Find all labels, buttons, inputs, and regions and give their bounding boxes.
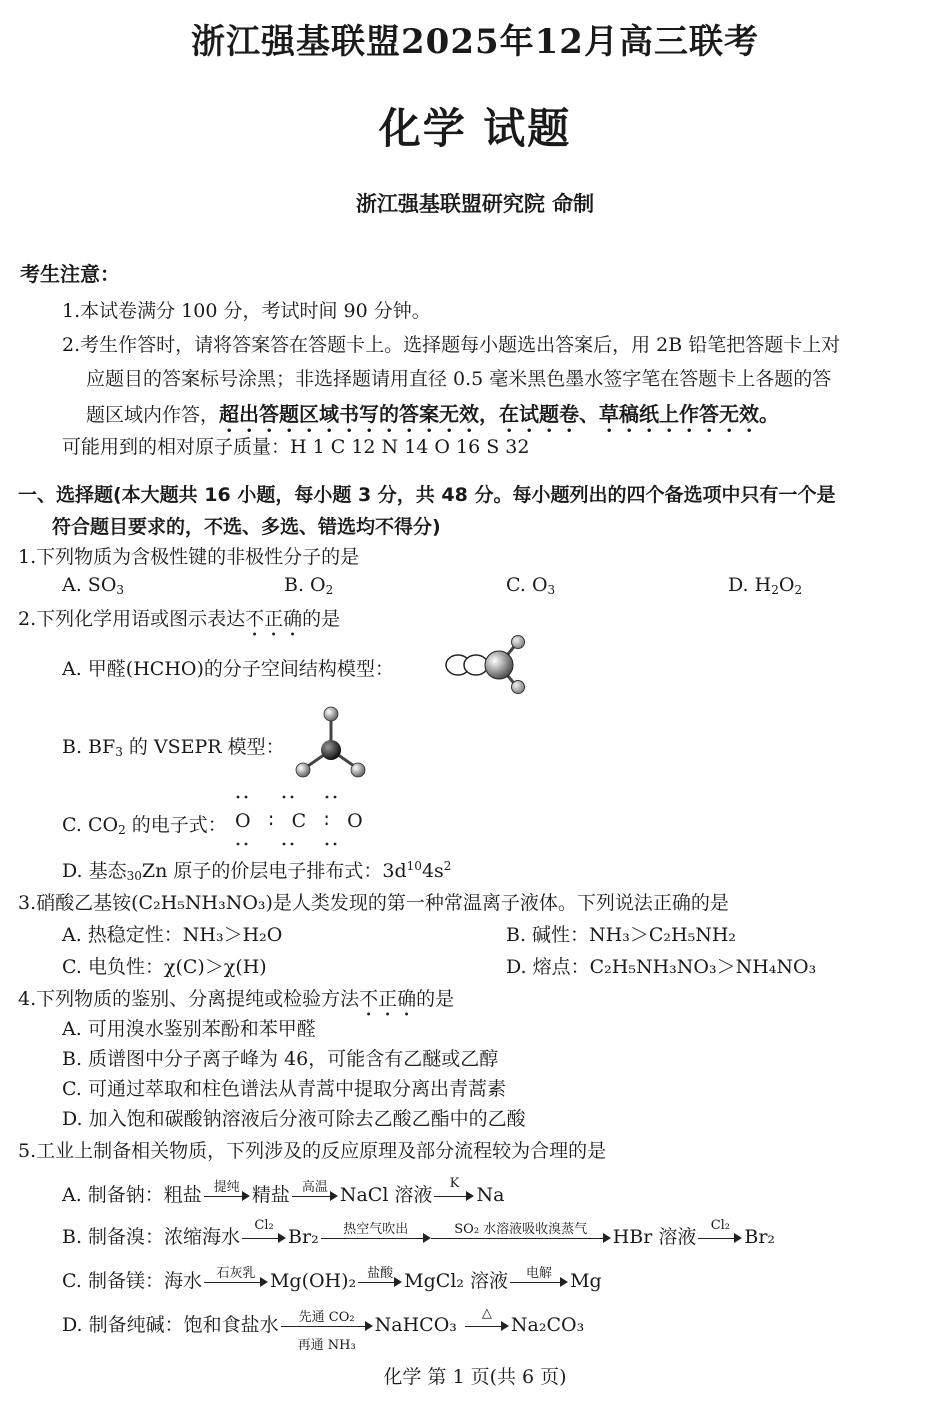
q2-option-b: B. $BF_3$ 的 VSEPR 模型：: [62, 736, 285, 759]
q1-stem: 1.下列物质为含极性键的非极性分子的是: [18, 546, 360, 568]
atomic-mass-line: 可能用到的相对原子质量：H 1 C 12 N 14 O 16 S 32: [62, 436, 530, 458]
q2-option-c: C. $CO_2$ 的电子式：: [62, 814, 227, 837]
arrow-icon: 盐酸: [358, 1272, 402, 1292]
arrow-icon: SO₂ 水溶液吸收溴蒸气: [431, 1228, 611, 1248]
section-1-line-2: 符合题目要求的，不选、多选、错选均不得分): [52, 516, 441, 538]
bf3-vsepr-model-icon: [288, 704, 372, 784]
arrow-icon: 石灰乳: [204, 1272, 268, 1292]
formaldehyde-model-icon: [440, 634, 532, 694]
notice-item-1: 1.本试卷满分 100 分，考试时间 90 分钟。: [62, 300, 431, 322]
q2-stem: 2.下列化学用语或图示表达不正确的是: [18, 608, 341, 630]
q5-option-b: B. 制备溴：浓缩海水 Cl₂ Br₂ 热空气吹出 SO₂ 水溶液吸收溴蒸气 HBr 溶液 Cl₂ Br₂: [62, 1218, 776, 1248]
subject-title: 化学 试题: [378, 104, 572, 153]
q5-stem: 5.工业上制备相关物质，下列涉及的反应原理及部分流程较为合理的是: [18, 1140, 607, 1162]
arrow-icon: K: [434, 1186, 474, 1206]
q1-option-b: B. $O_2$: [284, 574, 334, 597]
arrow-icon: 热空气吹出: [321, 1228, 431, 1248]
arrow-icon: 提纯: [204, 1186, 250, 1206]
q5-option-a: A. 制备钠：粗盐 提纯 精盐 高温 NaCl 溶液 K Na: [62, 1176, 505, 1206]
q3-option-d: D. 熔点：C₂H₅NH₃NO₃＞NH₄NO₃: [506, 956, 817, 978]
q4-option-d: D. 加入饱和碳酸钠溶液后分液可除去乙酸乙酯中的乙酸: [62, 1108, 526, 1130]
exam-title: 浙江强基联盟2025年12月高三联考: [191, 22, 759, 62]
notice-item-2-line-2: 应题目的答案标号涂黑；非选择题请用直径 0.5 毫米黑色墨水签字笔在答题卡上各题的答: [86, 368, 832, 390]
arrow-icon: 高温: [292, 1186, 338, 1206]
issuer: 浙江强基联盟研究院 命制: [355, 192, 595, 216]
arrow-icon: 电解: [510, 1272, 568, 1292]
notice-item-2-line-3-prefix: 题区域内作答，: [86, 404, 220, 426]
page-footer: 化学 第 1 页(共 6 页): [383, 1366, 567, 1388]
q3-stem: 3.硝酸乙基铵(C₂H₅NH₃NO₃)是人类发现的第一种常温离子液体。下列说法正确的是: [18, 892, 729, 914]
q4-option-b: B. 质谱图中分子离子峰为 46，可能含有乙醚或乙醇: [62, 1048, 499, 1070]
q5-option-d: D. 制备纯碱：饱和食盐水 先通 CO₂ 再通 NH₃ NaHCO₃ △ Na₂CO₃: [62, 1306, 585, 1353]
notice-emphasis: 超出答题区域书写的答案无效，在试题卷、草稿纸上作答无效。: [219, 402, 780, 426]
q2-option-d: D. 基态$_{30}$Zn 原子的价层电子排布式：$3d^{10}4s^2$: [62, 859, 452, 883]
co2-formula: O ∶ C ∶ O: [235, 810, 369, 832]
q5-option-c: C. 制备镁：海水 石灰乳 Mg(OH)₂ 盐酸 MgCl₂ 溶液 电解 Mg: [62, 1266, 602, 1292]
q4-stem: 4.下列物质的鉴别、分离提纯或检验方法不正确的是: [18, 988, 455, 1010]
notice-item-2-line-1: 2.考生作答时，请将答案答在答题卡上。选择题每小题选出答案后，用 2B 铅笔把答题卡上对: [62, 334, 841, 356]
q3-option-a: A. 热稳定性：NH₃＞H₂O: [62, 924, 283, 946]
q4-emphasis: 不正确: [359, 988, 417, 1010]
q2-emphasis: 不正确: [245, 608, 303, 630]
q1-option-c: C. $O_3$: [506, 574, 556, 597]
q1-option-d: D. $H_2O_2$: [728, 574, 803, 597]
section-1-line-1: 一、选择题(本大题共 16 小题，每小题 3 分，共 48 分。每小题列出的四个备选项中只有一个是: [18, 484, 836, 506]
q1-option-a: A. $SO_3$: [62, 574, 125, 597]
arrow-icon: Cl₂: [242, 1228, 286, 1248]
q4-option-c: C. 可通过萃取和柱色谱法从青蒿中提取分离出青蒿素: [62, 1078, 506, 1100]
arrow-icon: 先通 CO₂ 再通 NH₃: [281, 1316, 373, 1336]
q3-option-c: C. 电负性：χ(C)＞χ(H): [62, 956, 267, 978]
notice-heading: 考生注意：: [20, 262, 120, 286]
q3-option-b: B. 碱性：NH₃＞C₂H₅NH₂: [506, 924, 737, 946]
arrow-icon: Cl₂: [698, 1228, 742, 1248]
q2-option-a: A. 甲醛(HCHO)的分子空间结构模型：: [62, 658, 394, 680]
q4-option-a: A. 可用溴水鉴别苯酚和苯甲醛: [62, 1018, 316, 1040]
arrow-icon: △: [465, 1316, 509, 1336]
